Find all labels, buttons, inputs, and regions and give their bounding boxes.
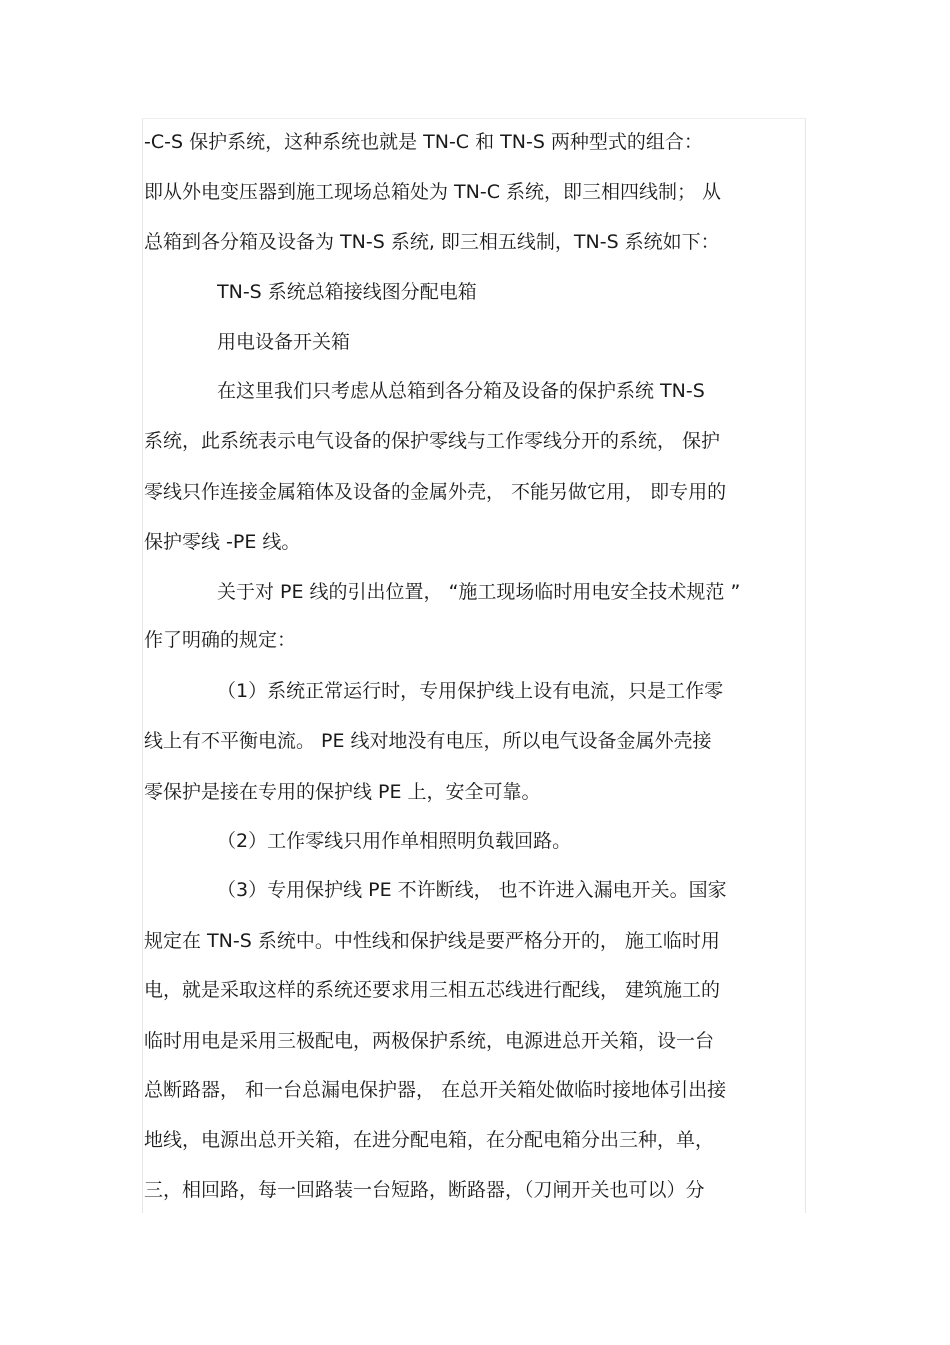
text-line: 电，就是采取这样的系统还要求用三相五芯线进行配线， 建筑施工的 (144, 979, 721, 1001)
text-line: 零线只作连接金属箱体及设备的金属外壳， 不能另做它用， 即专用的 (144, 481, 727, 503)
text-line: 关于对 PE 线的引出位置， “施工现场临时用电安全技术规范 ” (217, 581, 741, 603)
text-line: 零保护是接在专用的保护线 PE 上，安全可靠。 (144, 781, 541, 803)
text-line: TN-S 系统总箱接线图分配电箱 (217, 281, 477, 303)
text-line: 总箱到各分箱及设备为 TN-S 系统, 即三相五线制，TN-S 系统如下： (144, 231, 720, 253)
text-line: -C-S 保护系统，这种系统也就是 TN-C 和 TN-S 两种型式的组合： (144, 131, 703, 153)
text-line: 总断路器， 和一台总漏电保护器， 在总开关箱处做临时接地体引出接 (144, 1079, 727, 1101)
text-line: 系统，此系统表示电气设备的保护零线与工作零线分开的系统， 保护 (144, 430, 721, 452)
text-line: 三，相回路，每一回路装一台短路，断路器，（刀闸开关也可以）分 (144, 1179, 705, 1201)
text-line: 线上有不平衡电流。 PE 线对地没有电压，所以电气设备金属外壳接 (144, 730, 712, 752)
text-line: 作了明确的规定： (144, 629, 297, 651)
text-line: 地线，电源出总开关箱，在进分配电箱，在分配电箱分出三种，单， (144, 1129, 715, 1151)
text-line: （1）系统正常运行时，专用保护线上设有电流，只是工作零 (217, 680, 724, 702)
text-line: 临时用电是采用三极配电，两极保护系统，电源进总开关箱，设一台 (144, 1030, 715, 1052)
text-line: 即从外电变压器到施工现场总箱处为 TN-C 系统，即三相四线制； 从 (144, 181, 722, 203)
text-line: 在这里我们只考虑从总箱到各分箱及设备的保护系统 TN-S (217, 380, 705, 402)
text-line: 规定在 TN-S 系统中。中性线和保护线是要严格分开的， 施工临时用 (144, 930, 720, 952)
text-line: （3）专用保护线 PE 不许断线， 也不许进入漏电开关。国家 (217, 879, 727, 901)
text-line: 保护零线 -PE 线。 (144, 531, 301, 553)
text-line: 用电设备开关箱 (217, 331, 351, 353)
text-line: （2）工作零线只用作单相照明负载回路。 (217, 830, 572, 852)
